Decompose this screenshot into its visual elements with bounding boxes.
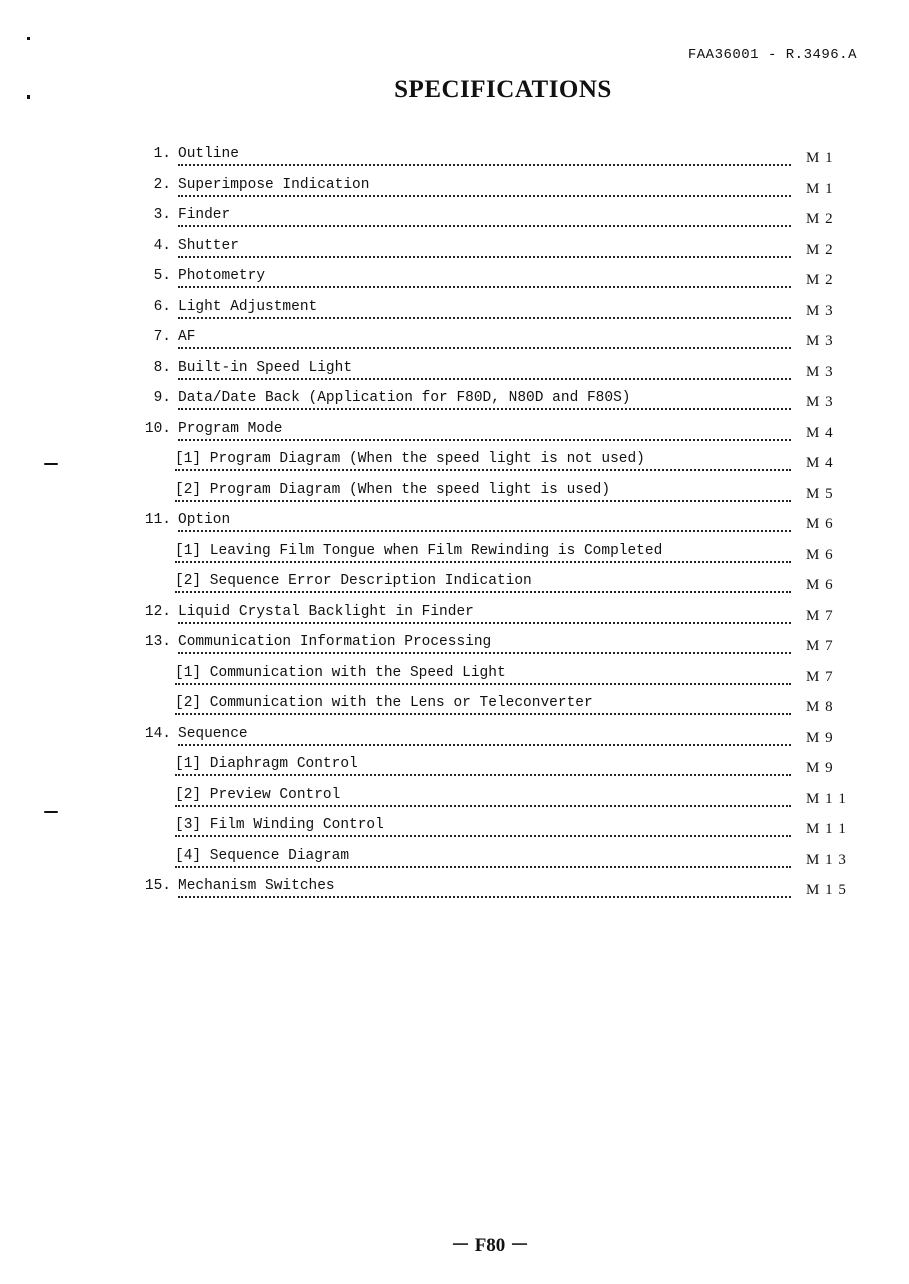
toc-entry-number: 8. (153, 359, 171, 376)
toc-entry (0, 173, 909, 204)
toc-entry-label: Sequence (178, 726, 258, 742)
toc-entry-page: M 2 (806, 211, 834, 227)
toc-entry-page: M 1 (806, 180, 834, 197)
toc-entry-page: M 3 (806, 333, 834, 349)
document-code: FAA36001 - R.3496.A (687, 47, 857, 63)
toc-entry (0, 478, 909, 509)
toc-entry-page: M 4 (806, 424, 834, 441)
toc-entry-number: 10. (144, 420, 171, 437)
toc-entry (0, 447, 909, 478)
toc-entry-page: M 1 5 (806, 882, 847, 898)
toc-entry-number: 6. (153, 298, 171, 315)
toc-entry-page: M 7 (806, 607, 834, 624)
page-title: SPECIFICATIONS (394, 76, 612, 103)
dot-leader (178, 329, 791, 349)
toc-entry-number: 12. (144, 603, 171, 620)
toc-entry-label: [2] Preview Control (175, 787, 350, 803)
dot-leader (178, 726, 791, 746)
toc-entry-label: Light Adjustment (178, 299, 327, 315)
toc-entry (0, 295, 909, 326)
toc-entry-number: 7. (153, 329, 171, 345)
toc-entry (0, 752, 909, 783)
toc-entry-page: M 1 3 (806, 851, 847, 868)
toc-entry-page: M 4 (806, 455, 834, 471)
toc-entry-page: M 1 1 (806, 821, 847, 837)
table-of-contents (0, 142, 909, 905)
toc-entry (0, 264, 909, 295)
toc-entry-label: [1] Program Diagram (When the speed light is not used) (175, 451, 655, 467)
toc-entry-page: M 6 (806, 546, 834, 563)
toc-entry-number: 11. (144, 512, 171, 528)
toc-entry-label: Liquid Crystal Backlight in Finder (178, 604, 484, 620)
toc-entry (0, 813, 909, 844)
dot-leader (178, 238, 791, 258)
toc-entry-page: M 3 (806, 363, 834, 380)
toc-entry-page: M 2 (806, 272, 834, 288)
toc-entry-label: Communication Information Processing (178, 634, 501, 650)
toc-entry-page: M 5 (806, 485, 834, 502)
toc-entry (0, 508, 909, 539)
toc-entry (0, 722, 909, 753)
toc-entry-page: M 3 (806, 394, 834, 410)
toc-entry (0, 325, 909, 356)
dot-leader (178, 207, 791, 227)
toc-entry (0, 783, 909, 814)
toc-entry-label: Shutter (178, 238, 249, 254)
toc-entry-label: [1] Leaving Film Tongue when Film Rewinding is Completed (175, 543, 672, 559)
toc-entry (0, 874, 909, 905)
toc-entry-page: M 3 (806, 302, 834, 319)
toc-entry-label: AF (178, 329, 205, 345)
toc-entry (0, 356, 909, 387)
toc-entry-label: Finder (178, 207, 240, 223)
toc-entry-number: 5. (153, 268, 171, 284)
toc-entry (0, 417, 909, 448)
toc-entry-number: 13. (144, 634, 171, 650)
toc-entry-label: Mechanism Switches (178, 878, 345, 894)
toc-entry (0, 386, 909, 417)
page-footer: － F80 － (450, 1235, 530, 1256)
toc-entry-page: M 6 (806, 516, 834, 532)
toc-entry (0, 203, 909, 234)
toc-entry-page: M 1 1 (806, 790, 847, 807)
toc-entry-label: Option (178, 512, 240, 528)
toc-entry (0, 600, 909, 631)
toc-entry (0, 661, 909, 692)
toc-entry-label: Superimpose Indication (178, 177, 379, 193)
toc-entry-label: Data/Date Back (Application for F80D, N80D and F80S) (178, 390, 640, 406)
toc-entry-number: 2. (153, 176, 171, 193)
toc-entry-number: 3. (153, 207, 171, 223)
toc-entry-page: M 7 (806, 638, 834, 654)
toc-entry (0, 630, 909, 661)
toc-entry (0, 234, 909, 265)
toc-entry-page: M 2 (806, 241, 834, 258)
binding-dot-mark (27, 37, 30, 40)
dot-leader (178, 146, 791, 166)
toc-entry-page: M 6 (806, 577, 834, 593)
toc-entry-number: 1. (153, 146, 171, 162)
toc-entry (0, 691, 909, 722)
toc-entry-page: M 8 (806, 699, 834, 715)
toc-entry-page: M 9 (806, 729, 834, 746)
toc-entry-label: [1] Communication with the Speed Light (175, 665, 516, 681)
toc-entry-number: 15. (144, 878, 171, 894)
toc-entry (0, 539, 909, 570)
toc-entry-label: Photometry (178, 268, 275, 284)
toc-entry-number: 14. (144, 725, 171, 742)
toc-entry-number: 4. (153, 237, 171, 254)
toc-entry-page: M 1 (806, 150, 834, 166)
toc-entry (0, 569, 909, 600)
toc-entry-label: [1] Diaphragm Control (175, 756, 368, 772)
toc-entry-label: [3] Film Winding Control (175, 817, 394, 833)
dot-leader (178, 512, 791, 532)
toc-entry-label: Program Mode (178, 421, 292, 437)
toc-entry-label: [2] Sequence Error Description Indication (175, 573, 542, 589)
toc-entry-page: M 7 (806, 668, 834, 685)
toc-entry-page: M 9 (806, 760, 834, 776)
toc-entry (0, 844, 909, 875)
toc-entry-label: Outline (178, 146, 249, 162)
toc-entry-label: [2] Communication with the Lens or Teleconverter (175, 695, 603, 711)
toc-entry-label: Built-in Speed Light (178, 360, 362, 376)
toc-entry-number: 9. (153, 390, 171, 406)
toc-entry-label: [2] Program Diagram (When the speed light is used) (175, 482, 620, 498)
toc-entry (0, 142, 909, 173)
toc-entry-label: [4] Sequence Diagram (175, 848, 359, 864)
